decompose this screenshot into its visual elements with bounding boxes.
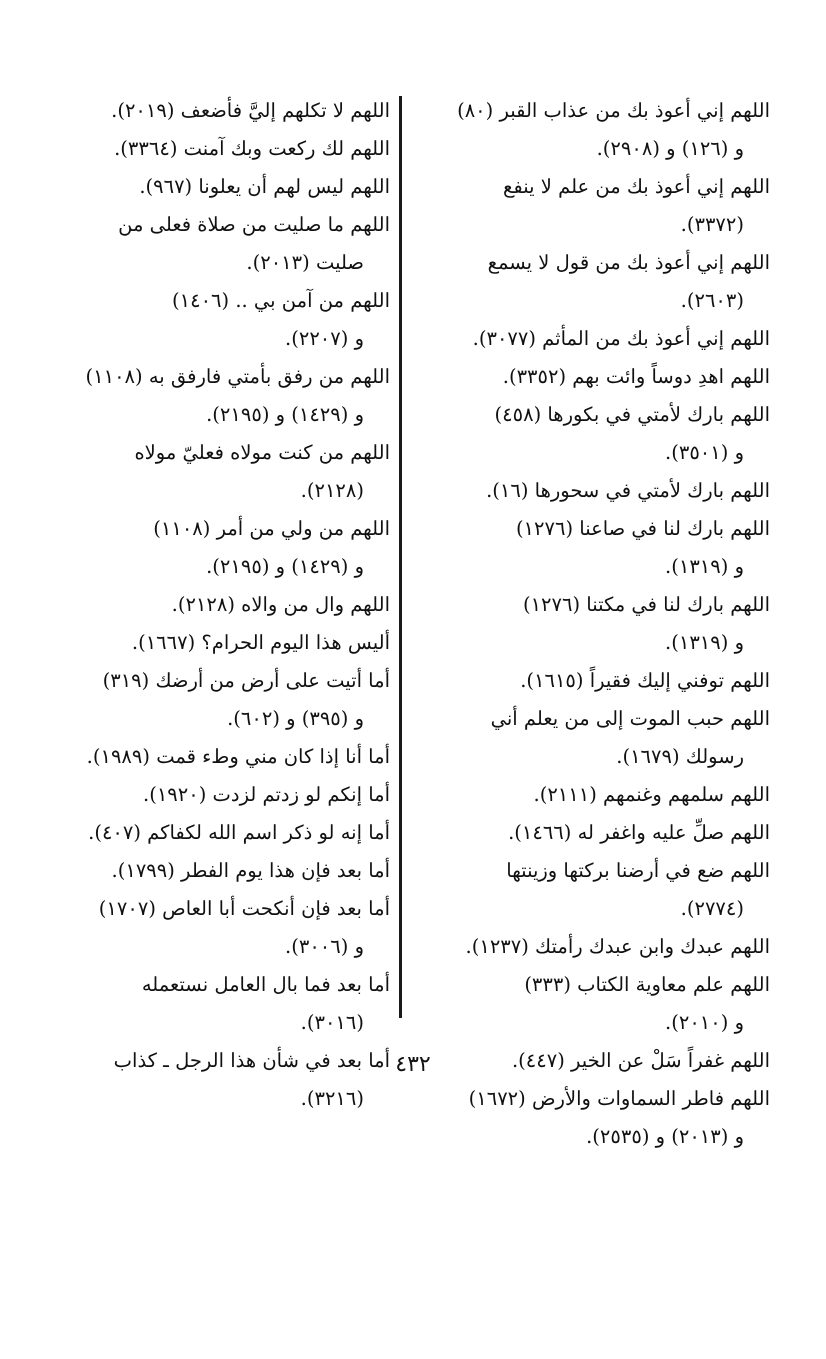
index-entry xyxy=(34,282,390,358)
entry-text: اللهم ما صليت من صلاة فعلى من xyxy=(118,213,390,236)
entry-continuation: و (٢٠١٣) و (٢٥٣٥). xyxy=(586,1125,744,1148)
index-entry xyxy=(34,776,390,814)
entry-text: أما بعد في شأن هذا الرجل ـ كذاب xyxy=(113,1049,390,1072)
index-entry xyxy=(34,130,390,168)
index-entry xyxy=(34,662,390,738)
entry-continuation: و (٢٢٠٧). xyxy=(285,327,364,350)
index-entry xyxy=(420,662,770,700)
index-entry xyxy=(420,244,770,320)
entry-continuation: صليت (٢٠١٣). xyxy=(246,251,364,274)
index-entry xyxy=(34,852,390,890)
index-entry xyxy=(420,510,770,586)
entry-continuation: (٢٦٠٣). xyxy=(680,289,744,312)
entry-text: اللهم حبب الموت إلى من يعلم أني xyxy=(490,707,770,730)
entry-text: أما بعد فإن أنكحت أبا العاص (١٧٠٧) xyxy=(98,897,390,920)
entry-continuation: (٣٢١٦). xyxy=(300,1087,364,1110)
entry-text: اللهم من كنت مولاه فعليّ مولاه xyxy=(134,441,390,464)
index-entry xyxy=(34,890,390,966)
index-entry xyxy=(34,814,390,852)
entry-text: اللهم غفراً سَلْ عن الخير (٤٤٧). xyxy=(511,1049,770,1072)
entry-text: اللهم من رفق بأمتي فارفق به (١١٠٨) xyxy=(85,365,390,388)
entry-continuation: و (١٤٢٩) و (٢١٩٥). xyxy=(206,555,364,578)
index-entry xyxy=(34,168,390,206)
index-entry xyxy=(420,814,770,852)
index-entry xyxy=(34,624,390,662)
entry-text: اللهم بارك لأمتي في سحورها (١٦). xyxy=(486,479,770,502)
index-entry xyxy=(420,1080,770,1156)
entry-continuation: (٣٣٧٢). xyxy=(680,213,744,236)
index-entry xyxy=(420,92,770,168)
entry-text: اللهم إني أعوذ بك من عذاب القبر (٨٠) xyxy=(457,99,770,122)
entry-text: اللهم بارك لأمتي في بكورها (٤٥٨) xyxy=(494,403,770,426)
entry-continuation: و (٣٩٥) و (٦٠٢). xyxy=(227,707,364,730)
index-entry xyxy=(34,92,390,130)
entry-text: اللهم علم معاوية الكتاب (٣٣٣) xyxy=(524,973,770,996)
index-entry xyxy=(420,396,770,472)
entry-text: اللهم إني أعوذ بك من المأثم (٣٠٧٧). xyxy=(472,327,770,350)
index-entry xyxy=(420,966,770,1042)
column-divider xyxy=(399,96,402,1018)
entry-text: اللهم صلِّ عليه واغفر له (١٤٦٦). xyxy=(508,821,770,844)
entry-text: أما إنكم لو زدتم لزدت (١٩٢٠). xyxy=(143,783,390,806)
page-number: ٤٣٢ xyxy=(395,1052,431,1077)
index-entry xyxy=(420,700,770,776)
entry-text: اللهم لك ركعت وبك آمنت (٣٣٦٤). xyxy=(114,137,390,160)
index-entry xyxy=(34,510,390,586)
index-entry xyxy=(420,776,770,814)
entry-continuation: (٣٠١٦). xyxy=(300,1011,364,1034)
entry-continuation: و (٣٥٠١). xyxy=(665,441,744,464)
entry-continuation: و (١٢٦) و (٢٩٠٨). xyxy=(596,137,744,160)
entry-continuation: (٢١٢٨). xyxy=(300,479,364,502)
entry-text: أما بعد فما بال العامل نستعمله xyxy=(141,973,390,996)
entry-text: اللهم عبدك وابن عبدك رأمتك (١٢٣٧). xyxy=(465,935,770,958)
index-entry xyxy=(34,358,390,434)
entry-text: اللهم فاطر السماوات والأرض (١٦٧٢) xyxy=(468,1087,770,1110)
entry-continuation: رسولك (١٦٧٩). xyxy=(616,745,744,768)
index-entry xyxy=(34,966,390,1042)
index-entry xyxy=(34,434,390,510)
index-column-left xyxy=(34,92,390,1118)
entry-continuation: و (١٤٢٩) و (٢١٩٥). xyxy=(206,403,364,426)
entry-text: أما إنه لو ذكر اسم الله لكفاكم (٤٠٧). xyxy=(88,821,390,844)
index-entry xyxy=(34,586,390,624)
index-entry xyxy=(420,586,770,662)
entry-text: اللهم سلمهم وغنمهم (٢١١١). xyxy=(533,783,770,806)
index-entry xyxy=(420,472,770,510)
entry-text: اللهم ليس لهم أن يعلونا (٩٦٧). xyxy=(139,175,390,198)
entry-text: اللهم بارك لنا في صاعنا (١٢٧٦) xyxy=(515,517,770,540)
entry-text: اللهم توفني إليك فقيراً (١٦١٥). xyxy=(520,669,770,692)
entry-text: اللهم من ولي من أمر (١١٠٨) xyxy=(153,517,390,540)
entry-text: اللهم من آمن بي .. (١٤٠٦) xyxy=(172,289,390,312)
index-entry xyxy=(420,852,770,928)
index-entry xyxy=(420,358,770,396)
entry-continuation: و (٣٠٠٦). xyxy=(285,935,364,958)
entry-text: اللهم وال من والاه (٢١٢٨). xyxy=(171,593,390,616)
entry-text: أما أنا إذا كان مني وطء قمت (١٩٨٩). xyxy=(86,745,390,768)
entry-text: اللهم إني أعوذ بك من قول لا يسمع xyxy=(487,251,770,274)
entry-continuation: و (١٣١٩). xyxy=(665,555,744,578)
index-entry xyxy=(420,168,770,244)
entry-continuation: (٢٧٧٤). xyxy=(680,897,744,920)
index-entry xyxy=(34,206,390,282)
entry-continuation: و (١٣١٩). xyxy=(665,631,744,654)
index-entry xyxy=(420,320,770,358)
entry-text: أليس هذا اليوم الحرام؟ (١٦٦٧). xyxy=(131,631,390,654)
entry-text: اللهم بارك لنا في مكتنا (١٢٧٦) xyxy=(522,593,770,616)
entry-continuation: و (٢٠١٠). xyxy=(665,1011,744,1034)
entry-text: اللهم لا تكلهم إليَّ فأضعف (٢٠١٩). xyxy=(111,99,390,122)
index-column-right xyxy=(420,92,770,1156)
entry-text: اللهم ضع في أرضنا بركتها وزينتها xyxy=(506,859,770,882)
entry-text: اللهم اهدِ دوساً وائت بهم (٣٣٥٢). xyxy=(502,365,770,388)
entry-text: أما أتيت على أرض من أرضك (٣١٩) xyxy=(102,669,390,692)
entry-text: اللهم إني أعوذ بك من علم لا ينفع xyxy=(503,175,770,198)
index-entry xyxy=(420,928,770,966)
entry-text: أما بعد فإن هذا يوم الفطر (١٧٩٩). xyxy=(111,859,390,882)
index-entry xyxy=(34,738,390,776)
